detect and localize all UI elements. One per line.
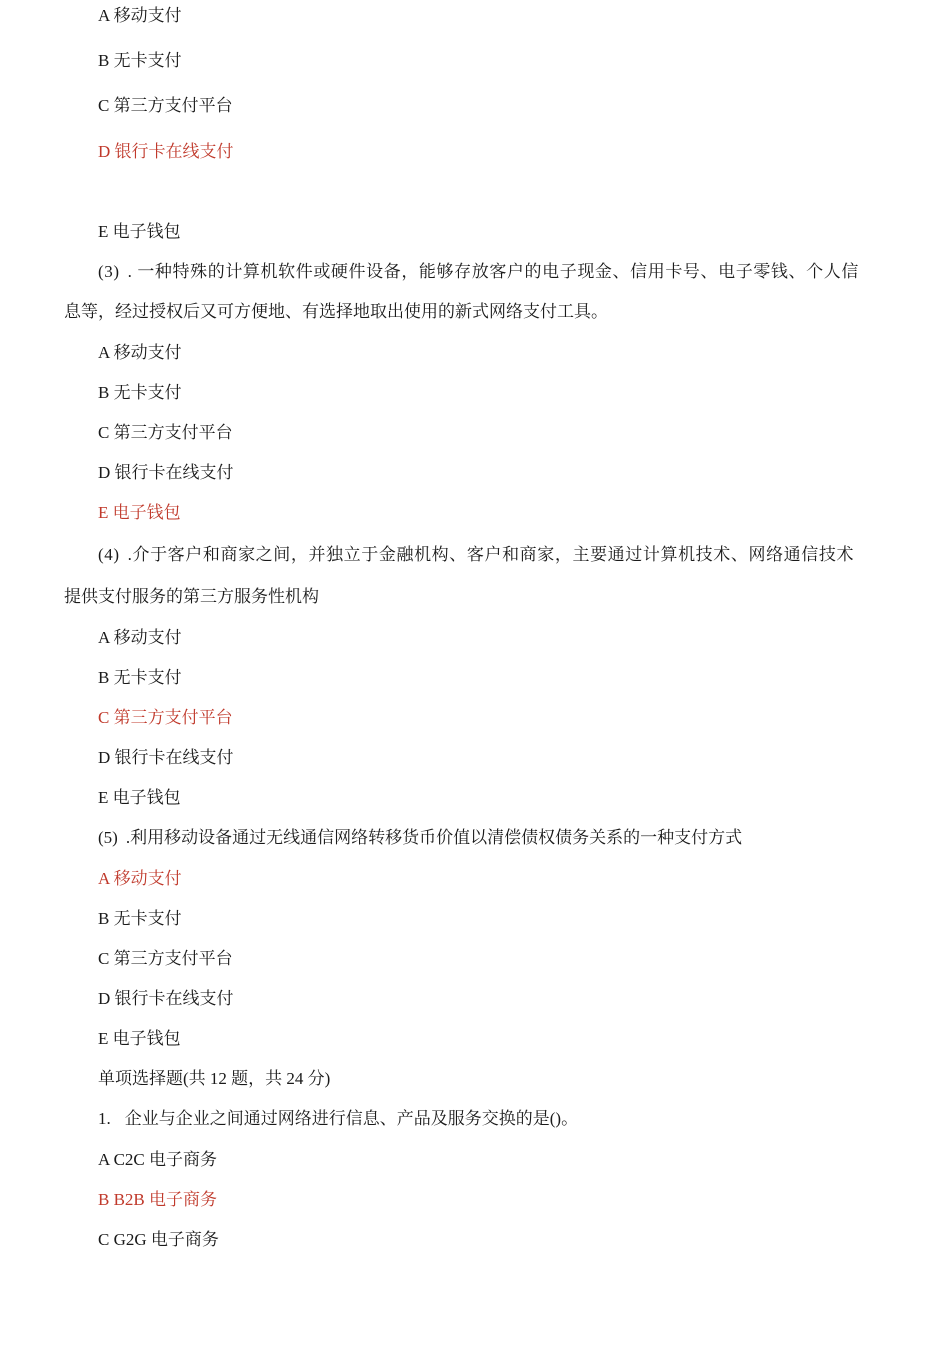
sq1-option-a: A C2C 电子商务 [98,1150,218,1169]
sq1-stem-text: 企业与企业之间通过网络进行信息、产品及服务交换的是()。 [124,1109,579,1128]
q3-option-b: B 无卡支付 [98,383,182,402]
q2-option-b: B 无卡支付 [98,51,182,70]
q5-option-b: B 无卡支付 [98,909,182,928]
q3-option-e-correct: E 电子钱包 [98,503,181,522]
q5-option-e: E 电子钱包 [98,1029,181,1048]
q3-option-c: C 第三方支付平台 [98,423,233,442]
q3-number: (3) [98,262,120,281]
q4-option-d: D 银行卡在线支付 [98,748,234,767]
q4-stem-line1 [98,544,854,566]
q4-option-e: E 电子钱包 [98,788,181,807]
sq1-option-c: C G2G 电子商务 [98,1230,219,1249]
q2-option-a: A 移动支付 [98,6,182,25]
q3-stem-text: . 一种特殊的计算机软件或硬件设备，能够存放客户的电子现金、信用卡号、电子零钱、个人信 [127,262,859,281]
q5-option-a-correct: A 移动支付 [98,869,182,888]
q5-option-d: D 银行卡在线支付 [98,989,234,1008]
q5-stem-line1 [98,827,742,849]
q5-number: (5) [98,828,118,847]
q3-stem-line1 [98,261,859,283]
q5-option-c: C 第三方支付平台 [98,949,233,968]
q4-option-b: B 无卡支付 [98,668,182,687]
q4-stem-line2: 提供支付服务的第三方服务性机构 [64,587,319,606]
q4-option-a: A 移动支付 [98,628,182,647]
q4-number: (4) [98,545,120,564]
q3-option-d: D 银行卡在线支付 [98,463,234,482]
sq1-option-b-correct: B B2B 电子商务 [98,1190,218,1209]
q4-stem-text: .介于客户和商家之间，并独立于金融机构、客户和商家，主要通过计算机技术、网络通信技术 [127,545,855,564]
q5-stem-text: .利用移动设备通过无线通信网络转移货币价值以清偿债权债务关系的一种支付方式 [125,828,743,847]
q4-option-c-correct: C 第三方支付平台 [98,708,233,727]
q3-stem-line2: 息等，经过授权后又可方便地、有选择地取出使用的新式网络支付工具。 [64,302,608,321]
q2-option-e: E 电子钱包 [98,222,181,241]
q2-option-d-correct: D 银行卡在线支付 [98,142,234,161]
sq1-number: 1. [98,1109,111,1128]
q3-option-a: A 移动支付 [98,343,182,362]
q2-option-c: C 第三方支付平台 [98,96,233,115]
section-heading: 单项选择题(共 12 题，共 24 分) [98,1069,331,1088]
sq1-stem [98,1108,578,1130]
